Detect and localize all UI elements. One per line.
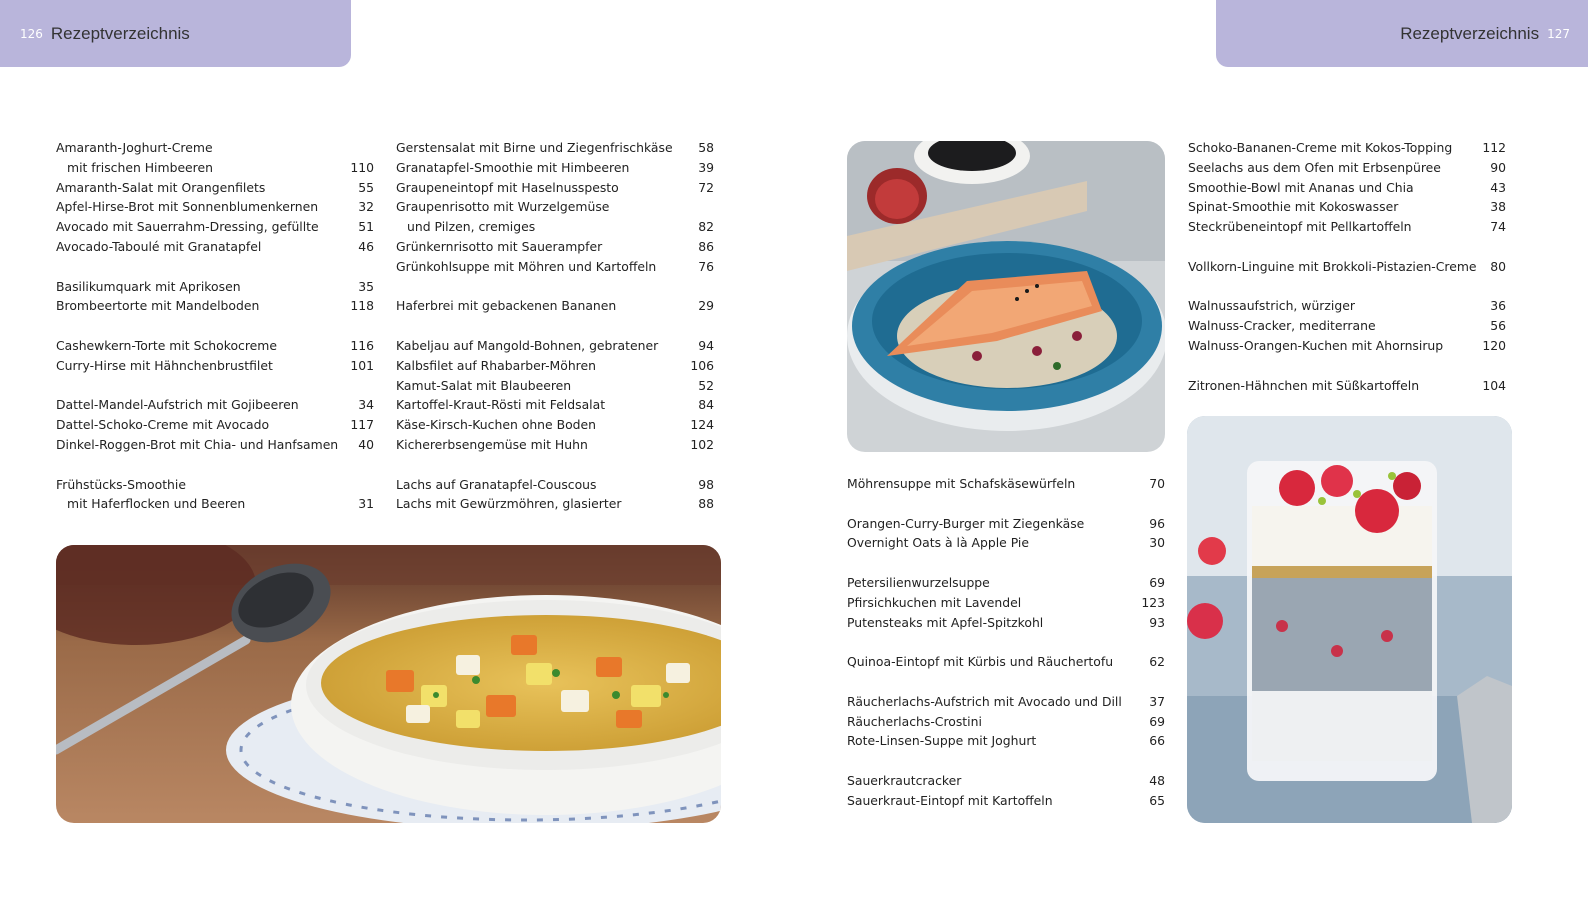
recipe-title: Apfel-Hirse-Brot mit Sonnenblumenkernen bbox=[56, 199, 319, 215]
group-spacer bbox=[847, 751, 1165, 771]
index-entry bbox=[396, 415, 714, 435]
recipe-page-number: 39 bbox=[698, 159, 714, 175]
recipe-page-number: 96 bbox=[1149, 515, 1165, 531]
recipe-title: mit Haferflocken und Beeren bbox=[67, 496, 246, 512]
recipe-page-number: 112 bbox=[1482, 140, 1506, 155]
index-entry bbox=[396, 475, 714, 495]
recipe-page-number: 40 bbox=[358, 436, 374, 452]
recipe-page-number: 69 bbox=[1149, 574, 1165, 590]
index-column-3 bbox=[847, 474, 1165, 811]
recipe-title: Dinkel-Roggen-Brot mit Chia- und Hanfsamen bbox=[56, 436, 339, 452]
recipe-page-number: 56 bbox=[1490, 318, 1506, 334]
index-entry bbox=[56, 336, 374, 356]
recipe-title: Overnight Oats à là Apple Pie bbox=[847, 535, 1029, 551]
index-entry bbox=[1188, 217, 1506, 237]
index-entry bbox=[1188, 158, 1506, 178]
index-entry bbox=[56, 138, 374, 158]
index-entry bbox=[56, 415, 374, 435]
recipe-page-number: 123 bbox=[1141, 594, 1165, 610]
recipe-title: Petersilienwurzelsuppe bbox=[847, 574, 990, 590]
recipe-page-number: 118 bbox=[350, 298, 374, 314]
index-entry bbox=[847, 613, 1165, 633]
recipe-title: Sauerkrautcracker bbox=[847, 772, 962, 788]
index-entry bbox=[56, 435, 374, 455]
recipe-page-number: 29 bbox=[698, 298, 714, 314]
recipe-title: Grünkernrisotto mit Sauerampfer bbox=[396, 238, 603, 254]
recipe-page-number: 51 bbox=[358, 219, 374, 235]
index-entry bbox=[847, 652, 1165, 672]
index-entry bbox=[56, 475, 374, 495]
recipe-title: Kamut-Salat mit Blaubeeren bbox=[396, 377, 572, 393]
page-title-left: Rezeptverzeichnis bbox=[50, 23, 190, 43]
page-title-right: Rezeptverzeichnis bbox=[1400, 23, 1540, 43]
index-entry bbox=[847, 573, 1165, 593]
recipe-page-number: 70 bbox=[1149, 476, 1165, 491]
recipe-title: Kabeljau auf Mangold-Bohnen, gebratener bbox=[396, 337, 659, 353]
index-entry bbox=[847, 771, 1165, 791]
index-entry bbox=[1188, 376, 1506, 396]
index-entry bbox=[396, 336, 714, 356]
index-entry bbox=[56, 217, 374, 237]
recipe-page-number: 62 bbox=[1149, 654, 1165, 670]
recipe-title: Orangen-Curry-Burger mit Ziegenkäse bbox=[847, 515, 1085, 531]
recipe-page-number: 34 bbox=[358, 397, 374, 413]
recipe-page-number: 86 bbox=[698, 238, 714, 254]
page-number-left: 126 bbox=[20, 26, 43, 41]
recipe-page-number: 88 bbox=[698, 496, 714, 512]
recipe-title: Räucherlachs-Aufstrich mit Avocado und Dill bbox=[847, 693, 1122, 709]
group-spacer bbox=[1188, 356, 1506, 376]
index-entry bbox=[396, 158, 714, 178]
recipe-title: Walnuss-Cracker, mediterrane bbox=[1188, 318, 1376, 334]
index-entry bbox=[396, 138, 714, 158]
index-entry bbox=[396, 435, 714, 455]
index-entry bbox=[847, 474, 1165, 494]
group-spacer bbox=[56, 455, 374, 475]
recipe-title: Putensteaks mit Apfel-Spitzkohl bbox=[847, 614, 1044, 630]
recipe-page-number: 72 bbox=[698, 179, 714, 195]
index-entry bbox=[1188, 296, 1506, 316]
recipe-title: Basilikumquark mit Aprikosen bbox=[56, 278, 241, 294]
recipe-title: Quinoa-Eintopf mit Kürbis und Räuchertofu bbox=[847, 654, 1114, 670]
recipe-title: Vollkorn-Linguine mit Brokkoli-Pistazien-Creme bbox=[1188, 258, 1477, 274]
recipe-page-number: 37 bbox=[1149, 693, 1165, 709]
recipe-page-number: 48 bbox=[1149, 772, 1165, 788]
index-entry bbox=[56, 178, 374, 198]
recipe-page-number: 80 bbox=[1490, 258, 1506, 274]
recipe-title: Käse-Kirsch-Kuchen ohne Boden bbox=[396, 417, 597, 433]
index-entry bbox=[396, 197, 714, 217]
index-entry bbox=[56, 237, 374, 257]
recipe-page-number: 124 bbox=[690, 417, 714, 433]
group-spacer bbox=[847, 494, 1165, 514]
recipe-page-number: 43 bbox=[1490, 179, 1506, 195]
group-spacer bbox=[396, 455, 714, 475]
index-entry bbox=[56, 277, 374, 297]
page-header-left bbox=[0, 0, 351, 67]
recipe-title: Rote-Linsen-Suppe mit Joghurt bbox=[847, 733, 1037, 749]
recipe-title: Curry-Hirse mit Hähnchenbrustfilet bbox=[56, 357, 273, 373]
group-spacer bbox=[56, 316, 374, 336]
group-spacer bbox=[1188, 237, 1506, 257]
index-entry bbox=[847, 791, 1165, 811]
index-entry bbox=[56, 197, 374, 217]
index-column-4 bbox=[1188, 138, 1506, 395]
index-entry bbox=[396, 494, 714, 514]
group-spacer bbox=[56, 376, 374, 396]
recipe-title: Grünkohlsuppe mit Möhren und Kartoffeln bbox=[396, 258, 657, 274]
recipe-page-number: 52 bbox=[698, 377, 714, 393]
index-entry bbox=[1188, 336, 1506, 356]
recipe-page-number: 32 bbox=[358, 199, 374, 215]
recipe-page-number: 55 bbox=[358, 179, 374, 195]
index-entry bbox=[396, 395, 714, 415]
recipe-page-number: 102 bbox=[690, 436, 714, 452]
recipe-title: Graupenrisotto mit Wurzelgemüse bbox=[396, 199, 610, 215]
index-entry bbox=[396, 376, 714, 396]
recipe-title: Avocado-Taboulé mit Granatapfel bbox=[56, 238, 262, 254]
recipe-page-number: 93 bbox=[1149, 614, 1165, 630]
index-entry bbox=[847, 514, 1165, 534]
recipe-page-number: 30 bbox=[1149, 535, 1165, 551]
index-entry bbox=[56, 395, 374, 415]
recipe-title: Steckrübeneintopf mit Pellkartoffeln bbox=[1188, 219, 1412, 235]
recipe-page-number: 38 bbox=[1490, 199, 1506, 215]
recipe-page-number: 94 bbox=[698, 337, 714, 353]
index-entry bbox=[396, 356, 714, 376]
recipe-title: Zitronen-Hähnchen mit Süßkartoffeln bbox=[1188, 377, 1420, 393]
group-spacer bbox=[396, 316, 714, 336]
recipe-title: und Pilzen, cremiges bbox=[407, 219, 536, 235]
recipe-title: Pfirsichkuchen mit Lavendel bbox=[847, 594, 1022, 610]
recipe-title: Walnussaufstrich, würziger bbox=[1188, 298, 1355, 314]
index-entry bbox=[1188, 257, 1506, 277]
index-entry bbox=[396, 257, 714, 277]
index-entry bbox=[56, 296, 374, 316]
recipe-title: Dattel-Schoko-Creme mit Avocado bbox=[56, 417, 270, 433]
group-spacer bbox=[56, 257, 374, 277]
recipe-title: Haferbrei mit gebackenen Bananen bbox=[396, 298, 617, 314]
recipe-page-number: 106 bbox=[690, 357, 714, 373]
recipe-title: Schoko-Bananen-Creme mit Kokos-Topping bbox=[1188, 140, 1453, 155]
recipe-title: Gerstensalat mit Birne und Ziegenfrischkäse bbox=[396, 140, 673, 155]
index-entry bbox=[1188, 138, 1506, 158]
index-entry bbox=[847, 593, 1165, 613]
recipe-page-number: 117 bbox=[350, 417, 374, 433]
recipe-title: Cashewkern-Torte mit Schokocreme bbox=[56, 337, 277, 353]
recipe-title: Brombeertorte mit Mandelboden bbox=[56, 298, 260, 314]
recipe-page-number: 90 bbox=[1490, 159, 1506, 175]
recipe-title: Walnuss-Orangen-Kuchen mit Ahornsirup bbox=[1188, 337, 1444, 353]
recipe-title: mit frischen Himbeeren bbox=[67, 159, 213, 175]
recipe-title: Lachs mit Gewürzmöhren, glasierter bbox=[396, 496, 622, 512]
recipe-page-number: 104 bbox=[1482, 377, 1506, 393]
index-entry bbox=[1188, 178, 1506, 198]
index-column-2 bbox=[396, 138, 714, 514]
index-column-1 bbox=[56, 138, 374, 514]
index-entry bbox=[396, 296, 714, 316]
index-entry bbox=[56, 158, 374, 178]
recipe-title: Möhrensuppe mit Schafskäsewürfeln bbox=[847, 476, 1076, 491]
index-entry bbox=[396, 178, 714, 198]
index-entry bbox=[1188, 316, 1506, 336]
page-header-right bbox=[1216, 0, 1588, 67]
recipe-page-number: 84 bbox=[698, 397, 714, 413]
recipe-title: Seelachs aus dem Ofen mit Erbsenpüree bbox=[1188, 159, 1441, 175]
recipe-page-number: 74 bbox=[1490, 219, 1506, 235]
recipe-title: Kartoffel-Kraut-Rösti mit Feldsalat bbox=[396, 397, 606, 413]
recipe-page-number: 110 bbox=[350, 159, 374, 175]
soup-photo bbox=[56, 545, 721, 823]
index-entry bbox=[1188, 197, 1506, 217]
recipe-title: Spinat-Smoothie mit Kokoswasser bbox=[1188, 199, 1399, 215]
recipe-page-number: 46 bbox=[358, 238, 374, 254]
group-spacer bbox=[847, 553, 1165, 573]
recipe-title: Kalbsfilet auf Rhabarber-Möhren bbox=[396, 357, 596, 373]
recipe-title: Amaranth-Salat mit Orangenfilets bbox=[56, 179, 266, 195]
recipe-page-number: 76 bbox=[698, 258, 714, 274]
recipe-page-number: 98 bbox=[698, 476, 714, 492]
index-entry bbox=[847, 712, 1165, 732]
recipe-title: Granatapfel-Smoothie mit Himbeeren bbox=[396, 159, 630, 175]
recipe-page-number: 65 bbox=[1149, 792, 1165, 808]
page-number-right: 127 bbox=[1547, 26, 1570, 41]
recipe-page-number: 116 bbox=[350, 337, 374, 353]
recipe-page-number: 31 bbox=[358, 496, 374, 512]
recipe-page-number: 36 bbox=[1490, 298, 1506, 314]
index-entry bbox=[847, 533, 1165, 553]
group-spacer bbox=[1188, 277, 1506, 297]
recipe-page-number: 58 bbox=[698, 140, 714, 155]
index-entry bbox=[56, 356, 374, 376]
recipe-title: Lachs auf Granatapfel-Couscous bbox=[396, 476, 597, 492]
recipe-title: Räucherlachs-Crostini bbox=[847, 713, 982, 729]
recipe-title: Smoothie-Bowl mit Ananas und Chia bbox=[1188, 179, 1414, 195]
recipe-page-number: 35 bbox=[358, 278, 374, 294]
index-entry bbox=[56, 494, 374, 514]
recipe-page-number: 69 bbox=[1149, 713, 1165, 729]
group-spacer bbox=[396, 277, 714, 297]
group-spacer bbox=[847, 672, 1165, 692]
index-entry bbox=[847, 692, 1165, 712]
recipe-page-number: 66 bbox=[1149, 733, 1165, 749]
recipe-page-number: 101 bbox=[350, 357, 374, 373]
recipe-title: Graupeneintopf mit Haselnusspesto bbox=[396, 179, 619, 195]
recipe-title: Sauerkraut-Eintopf mit Kartoffeln bbox=[847, 792, 1053, 808]
recipe-title: Kichererbsengemüse mit Huhn bbox=[396, 436, 588, 452]
recipe-title: Amaranth-Joghurt-Creme bbox=[56, 140, 213, 155]
group-spacer bbox=[847, 632, 1165, 652]
recipe-title: Dattel-Mandel-Aufstrich mit Gojibeeren bbox=[56, 397, 299, 413]
recipe-page-number: 120 bbox=[1482, 337, 1506, 353]
index-entry bbox=[396, 237, 714, 257]
salmon-photo bbox=[847, 141, 1165, 452]
recipe-title: Avocado mit Sauerrahm-Dressing, gefüllte bbox=[56, 219, 319, 235]
chia-parfait-photo bbox=[1187, 416, 1512, 823]
recipe-title: Frühstücks-Smoothie bbox=[56, 476, 186, 492]
index-entry bbox=[847, 731, 1165, 751]
recipe-page-number: 82 bbox=[698, 219, 714, 235]
index-entry bbox=[396, 217, 714, 237]
